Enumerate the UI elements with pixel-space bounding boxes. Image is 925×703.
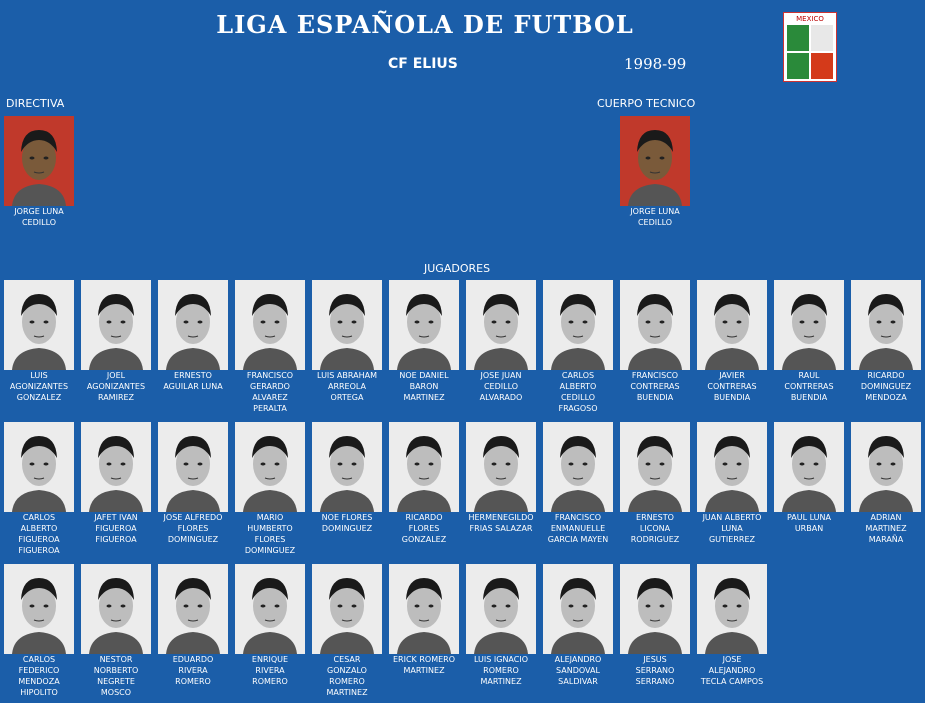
name-line: MARTINEZ [865, 524, 907, 533]
name-line: NEGRETE [97, 677, 135, 686]
player-photo [81, 564, 151, 654]
name-line: LUNA [721, 524, 743, 533]
player-photo [389, 280, 459, 370]
player-photo [4, 280, 74, 370]
name-line: ALBERTO [559, 382, 597, 391]
player-photo [81, 280, 151, 370]
name-line: BARON [409, 382, 439, 391]
player-name [463, 512, 539, 534]
name-line: RAUL [798, 371, 820, 380]
name-line: HUMBERTO [247, 524, 293, 533]
player-photo [466, 280, 536, 370]
name-line: RAMIREZ [97, 393, 135, 402]
player-photo [312, 422, 382, 512]
name-line: JUAN ALBERTO [702, 513, 762, 522]
staff-name [1, 206, 77, 228]
name-line: ALEJANDRO [554, 655, 602, 664]
name-line: JORGE LUNA [14, 207, 64, 216]
name-line: BUENDIA [713, 393, 751, 402]
name-line: CESAR [333, 655, 361, 664]
name-line: RICARDO [405, 513, 443, 522]
player-name [309, 654, 385, 698]
player-photo [312, 564, 382, 654]
name-line: ALVARADO [479, 393, 523, 402]
player-name [1, 654, 77, 698]
player-photo [389, 564, 459, 654]
name-line: DOMINGUEZ [167, 535, 219, 544]
player-name [309, 512, 385, 534]
name-line: ROMERO [483, 666, 519, 675]
name-line: ROMERO [252, 677, 288, 686]
name-line: ROMERO [329, 677, 365, 686]
player-name [78, 654, 154, 698]
player-photo [81, 422, 151, 512]
player-name [78, 370, 154, 403]
name-line: CEDILLO [637, 218, 673, 227]
name-line: MARTINEZ [326, 688, 368, 697]
name-line: BUENDIA [790, 393, 828, 402]
name-line: LICONA [639, 524, 671, 533]
name-line: LUIS ABRAHAM [317, 371, 377, 380]
logo-text: MEXICO [796, 15, 824, 23]
player-photo [774, 422, 844, 512]
name-line: MARTINEZ [480, 677, 522, 686]
name-line: GONZALEZ [401, 535, 447, 544]
name-line: AGONIZANTES [86, 382, 146, 391]
player-name [848, 370, 924, 403]
name-line: GERARDO [250, 382, 290, 391]
player-name [694, 370, 770, 403]
player-name [540, 654, 616, 687]
name-line: JAFET IVAN [94, 513, 138, 522]
page-title: LIGA ESPAÑOLA DE FUTBOL [216, 10, 634, 39]
name-line: FRIAS SALAZAR [469, 524, 533, 533]
name-line: FIGUEROA [18, 535, 60, 544]
name-line: ADRIAN [870, 513, 902, 522]
player-photo [774, 280, 844, 370]
player-photo [543, 280, 613, 370]
name-line: ORTEGA [330, 393, 364, 402]
player-photo [158, 422, 228, 512]
player-name [694, 654, 770, 687]
player-photo [235, 280, 305, 370]
name-line: GARCIA MAYEN [547, 535, 609, 544]
name-line: JESUS [643, 655, 667, 664]
name-line: AGUILAR LUNA [163, 382, 223, 391]
player-name [463, 654, 539, 687]
name-line: URBAN [794, 524, 824, 533]
staff-name [617, 206, 693, 228]
name-line: LUIS IGNACIO [473, 655, 528, 664]
name-line: CARLOS [561, 371, 595, 380]
name-line: FEDERICO [18, 666, 60, 675]
name-line: JOSE ALFREDO [163, 513, 223, 522]
player-name [232, 512, 308, 556]
player-name [617, 512, 693, 545]
name-line: NOE DANIEL [399, 371, 449, 380]
name-line: ARREOLA [327, 382, 367, 391]
name-line: MENDOZA [865, 393, 907, 402]
name-line: JOEL [106, 371, 126, 380]
name-line: ERICK ROMERO [392, 655, 455, 664]
name-line: JAVIER [719, 371, 745, 380]
name-line: ALEJANDRO [708, 666, 756, 675]
player-name [309, 370, 385, 403]
name-line: SANDOVAL [556, 666, 600, 675]
name-line: GONZALEZ [16, 393, 62, 402]
player-photo [620, 564, 690, 654]
name-line: PERALTA [253, 404, 287, 413]
name-line: DOMINGUEZ [244, 546, 296, 555]
staff-photo [620, 116, 690, 206]
name-line: CONTRERAS [630, 382, 680, 391]
player-photo [4, 564, 74, 654]
name-line: FRANCISCO [631, 371, 679, 380]
player-photo [158, 280, 228, 370]
name-line: ALVAREZ [252, 393, 288, 402]
name-line: PAUL LUNA [786, 513, 831, 522]
name-line: MARTINEZ [403, 666, 445, 675]
mexico-crest-logo [783, 12, 837, 82]
name-line: HERMENEGILDO [468, 513, 534, 522]
name-line: ROMERO [175, 677, 211, 686]
player-name [232, 654, 308, 687]
name-line: EDUARDO [172, 655, 214, 664]
name-line: FRANCISCO [554, 513, 602, 522]
name-line: NORBERTO [93, 666, 139, 675]
name-line: CEDILLO [483, 382, 519, 391]
name-line: JOSE JUAN [480, 371, 522, 380]
player-name [1, 370, 77, 403]
name-line: ENMANUELLE [550, 524, 606, 533]
name-line: FLORES [408, 524, 440, 533]
player-photo [697, 422, 767, 512]
name-line: ERNESTO [636, 513, 674, 522]
player-photo [851, 280, 921, 370]
player-photo [620, 422, 690, 512]
club-name: CF ELIUS [388, 56, 458, 72]
name-line: HIPOLITO [20, 688, 58, 697]
name-line: CONTRERAS [784, 382, 834, 391]
player-name [771, 370, 847, 403]
player-name [617, 370, 693, 403]
player-name [155, 370, 231, 392]
name-line: FLORES [177, 524, 209, 533]
player-name [694, 512, 770, 545]
name-line: CEDILLO [560, 393, 596, 402]
player-name [463, 370, 539, 403]
player-photo [466, 422, 536, 512]
name-line: FLORES [254, 535, 286, 544]
player-photo [620, 280, 690, 370]
player-photo [235, 422, 305, 512]
name-line: CARLOS [22, 513, 56, 522]
name-line: FRAGOSO [558, 404, 598, 413]
name-line: RODRIGUEZ [630, 535, 680, 544]
name-line: LUIS [30, 371, 48, 380]
player-photo [4, 422, 74, 512]
name-line: TECLA CAMPOS [700, 677, 764, 686]
name-line: ENRIQUE [251, 655, 289, 664]
name-line: AGONIZANTES [9, 382, 69, 391]
player-name [78, 512, 154, 545]
name-line: DOMINGUEZ [321, 524, 373, 533]
player-photo [235, 564, 305, 654]
name-line: DOMINGUEZ [860, 382, 912, 391]
staff-photo [4, 116, 74, 206]
player-name [848, 512, 924, 545]
cuerpo-tecnico-heading: CUERPO TECNICO [597, 97, 696, 110]
player-photo [312, 280, 382, 370]
name-line: FRANCISCO [246, 371, 294, 380]
name-line: MARIO [256, 513, 284, 522]
name-line: MARTINEZ [403, 393, 445, 402]
name-line: ERNESTO [174, 371, 212, 380]
player-photo [543, 422, 613, 512]
name-line: BUENDIA [636, 393, 674, 402]
player-name [1, 512, 77, 556]
name-line: CEDILLO [21, 218, 57, 227]
name-line: RIVERA [178, 666, 208, 675]
name-line: SERRANO [635, 666, 675, 675]
player-photo [158, 564, 228, 654]
name-line: FIGUEROA [95, 535, 137, 544]
name-line: NESTOR [99, 655, 133, 664]
player-name [155, 512, 231, 545]
jugadores-heading: JUGADORES [424, 262, 491, 275]
name-line: MOSCO [100, 688, 132, 697]
name-line: RICARDO [867, 371, 905, 380]
season: 1998-99 [624, 55, 687, 73]
player-name [386, 512, 462, 545]
player-photo [851, 422, 921, 512]
name-line: MENDOZA [18, 677, 60, 686]
player-name [540, 512, 616, 545]
player-name [771, 512, 847, 534]
player-photo [697, 564, 767, 654]
name-line: SALDIVAR [558, 677, 598, 686]
player-name [386, 654, 462, 676]
name-line: JOSE [722, 655, 742, 664]
player-name [540, 370, 616, 414]
player-photo [466, 564, 536, 654]
name-line: ALBERTO [20, 524, 58, 533]
name-line: FIGUEROA [18, 546, 60, 555]
name-line: GONZALO [327, 666, 367, 675]
name-line: MARAÑA [868, 535, 904, 544]
player-photo [543, 564, 613, 654]
name-line: FIGUEROA [95, 524, 137, 533]
name-line: CONTRERAS [707, 382, 757, 391]
player-photo [697, 280, 767, 370]
player-name [617, 654, 693, 687]
player-name [386, 370, 462, 403]
name-line: NOE FLORES [321, 513, 373, 522]
player-photo [389, 422, 459, 512]
name-line: SERRANO [635, 677, 675, 686]
player-name [232, 370, 308, 414]
name-line: RIVERA [255, 666, 285, 675]
name-line: CARLOS [22, 655, 56, 664]
player-name [155, 654, 231, 687]
name-line: GUTIERREZ [708, 535, 755, 544]
name-line: JORGE LUNA [630, 207, 680, 216]
directiva-heading: DIRECTIVA [6, 97, 65, 110]
